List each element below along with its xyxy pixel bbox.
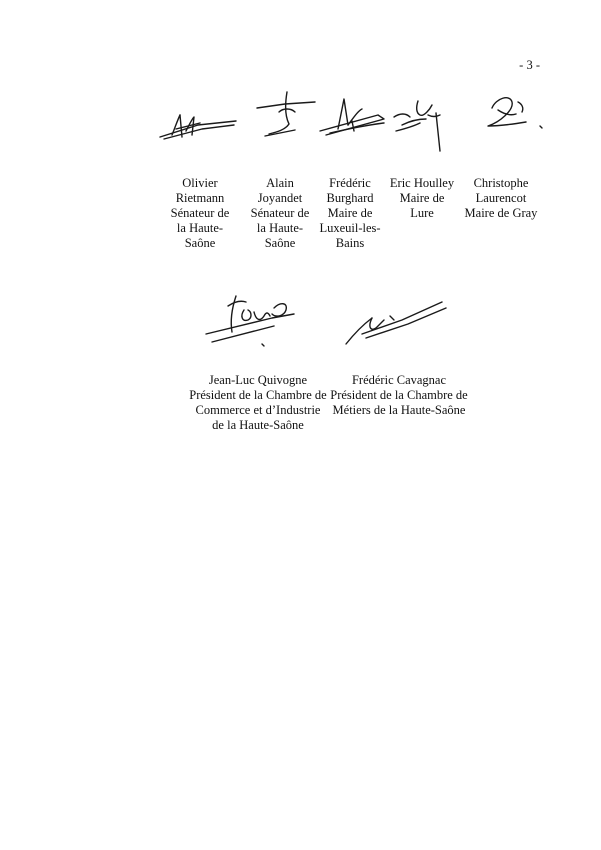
signatory-name-line: Laurencot — [475, 191, 527, 205]
signature-quivogne — [202, 290, 300, 346]
signatory-title-line: Sénateur de — [170, 206, 230, 220]
signatory-title-line: Lure — [410, 206, 434, 220]
signatory-name-line: Alain — [266, 176, 294, 190]
signatory-name-line: Rietmann — [175, 191, 225, 205]
signature-houlley — [392, 95, 452, 155]
signature-joyandet — [255, 90, 320, 142]
signatory-title-line: Commerce et d’Industrie — [195, 403, 321, 417]
signatory-title-line: de la Haute-Saône — [212, 418, 304, 432]
signature-rietmann — [158, 105, 238, 145]
page-number: - 3 - — [519, 58, 540, 72]
signatory-title-line: Bains — [335, 236, 365, 250]
signatory-name-line: Burghard — [326, 191, 374, 205]
signatory-name-line: Joyandet — [257, 191, 303, 205]
signatory-title-line: Saône — [264, 236, 296, 250]
signatory-name-line: Jean-Luc Quivogne — [208, 373, 308, 387]
signatory-name-line: Frédéric Cavagnac — [351, 373, 447, 387]
signatory-burghard — [308, 176, 392, 251]
signatory-title-line: la Haute- — [176, 221, 224, 235]
signatory-name-line: Olivier — [182, 176, 218, 190]
signature-cavagnac — [342, 294, 448, 350]
signatory-title-line: la Haute- — [256, 221, 304, 235]
signatory-title-line: Métiers de la Haute-Saône — [332, 403, 466, 417]
signatory-title-line: Maire de — [399, 191, 445, 205]
signatory-title-line: Luxeuil-les- — [319, 221, 381, 235]
signatory-title-line: Maire de Gray — [464, 206, 538, 220]
signatory-rietmann — [160, 176, 240, 251]
signatory-title-line: Président de la Chambre de — [189, 388, 327, 402]
signatory-title-line: Président de la Chambre de — [330, 388, 468, 402]
signatory-title-line: Sénateur de — [250, 206, 310, 220]
signatory-title-line: Saône — [184, 236, 216, 250]
signatory-laurencot — [458, 176, 544, 221]
signature-burghard — [318, 95, 388, 140]
signatory-quivogne — [176, 373, 340, 433]
signatory-title-line: Maire de — [327, 206, 373, 220]
signatory-cavagnac — [326, 373, 472, 418]
signatory-name-line: Frédéric — [329, 176, 371, 190]
signatory-name-line: Christophe — [473, 176, 529, 190]
signature-laurencot — [478, 92, 548, 136]
signatory-houlley — [384, 176, 460, 221]
signatory-name-line: Eric Houlley — [389, 176, 455, 190]
